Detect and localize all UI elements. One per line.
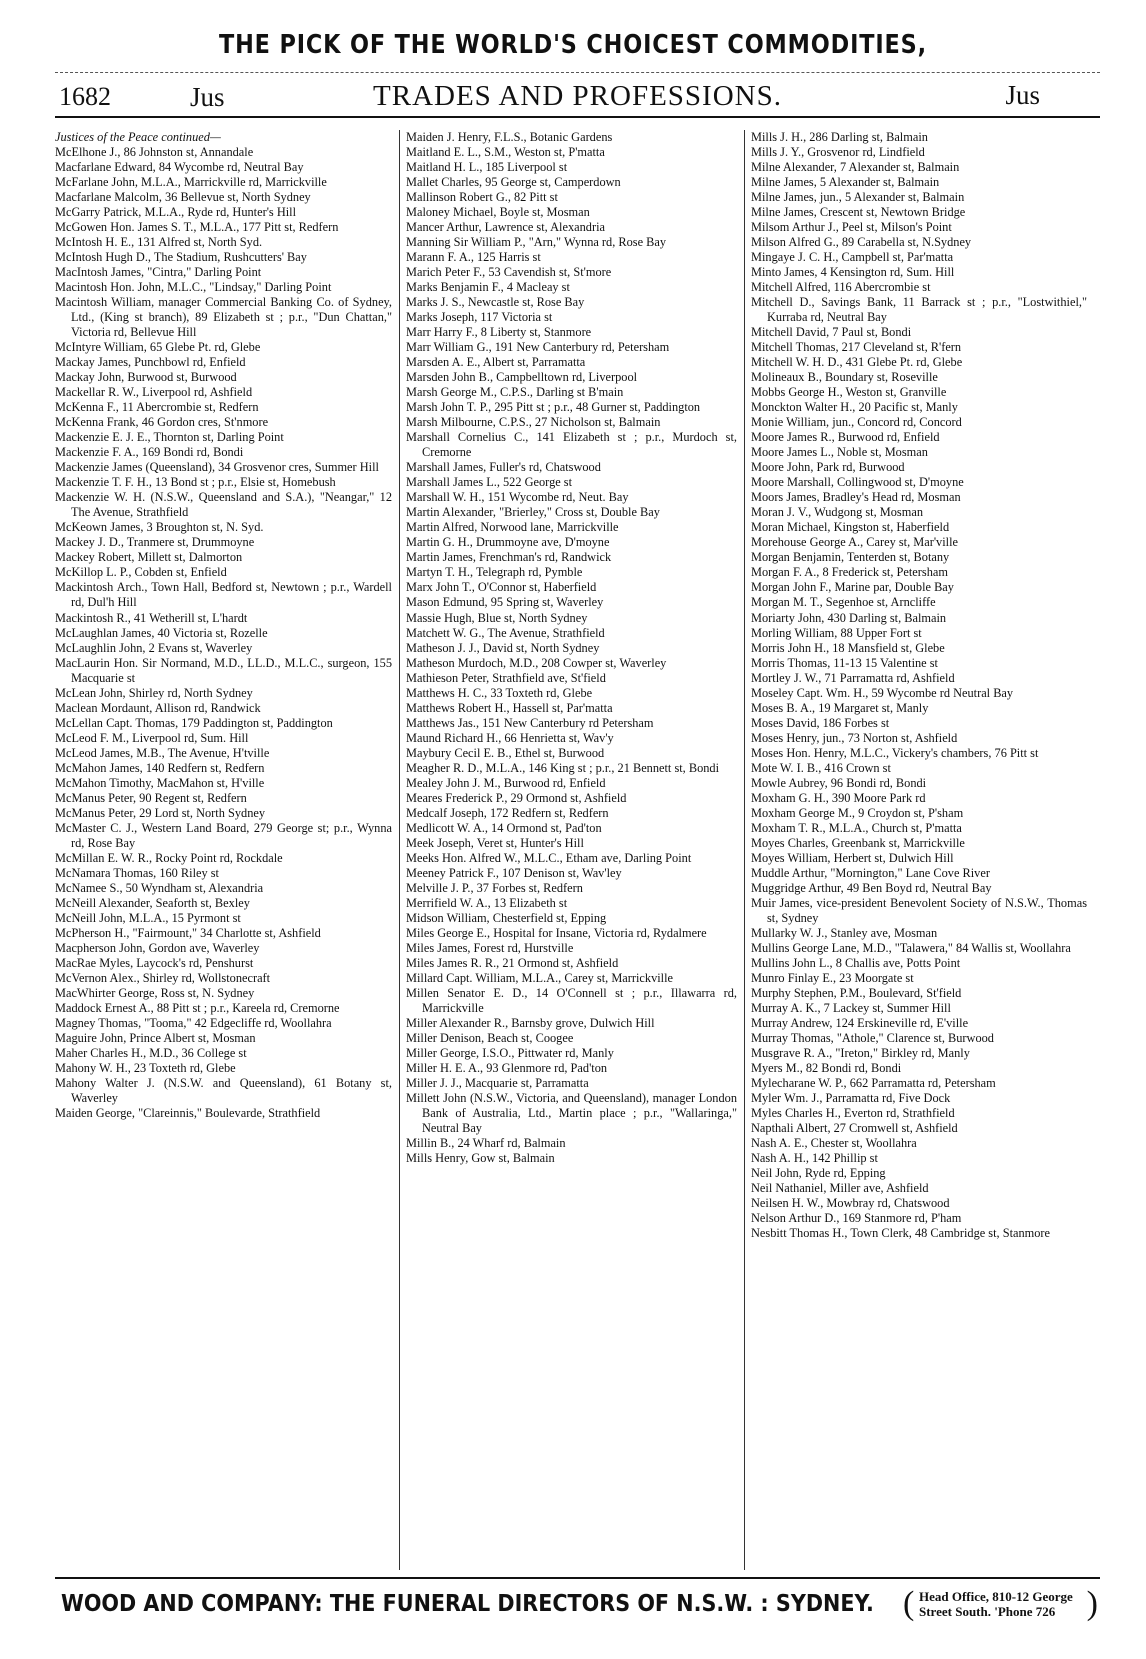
directory-entry: Miles James R. R., 21 Ormond st, Ashfield [406, 955, 619, 970]
directory-entry: Moses David, 186 Forbes st [751, 715, 890, 730]
directory-entry: Meek Joseph, Veret st, Hunter's Hill [406, 835, 584, 850]
directory-entry: Myles Charles H., Everton rd, Strathfield [751, 1106, 955, 1121]
directory-entry: Medlicott W. A., 14 Ormond st, Pad'ton [406, 820, 602, 835]
directory-entry: Mallinson Robert G., 82 Pitt st [406, 190, 558, 205]
directory-entry: Miller J. J., Macquarie st, Parramatta [406, 1075, 589, 1090]
directory-entry: Mitchell W. H. D., 431 Glebe Pt. rd, Glebe [751, 355, 963, 370]
directory-entry: Mason Edmund, 95 Spring st, Waverley [406, 595, 604, 610]
directory-entry: Mullarky W. J., Stanley ave, Mosman [751, 925, 938, 940]
directory-entry: Mackey J. D., Tranmere st, Drummoyne [55, 535, 255, 550]
directory-entry: McGowen Hon. James S. T., M.L.A., 177 Pitt st, Redfern [55, 220, 339, 235]
directory-entry: Nash A. E., Chester st, Woollahra [751, 1136, 917, 1151]
directory-entry: Mitchell D., Savings Bank, 11 Barrack st ; p.r., "Lostwithiel," Kurraba rd, Neutral Bay [751, 295, 1087, 325]
directory-entry: McLean John, Shirley rd, North Sydney [55, 685, 253, 700]
directory-entry: Nash A. H., 142 Phillip st [751, 1151, 878, 1166]
directory-entry: Miles James, Forest rd, Hurstville [406, 940, 574, 955]
directory-entry: McFarlane John, M.L.A., Marrickville rd, Marrickville [55, 175, 327, 190]
directory-entry: Marshall Cornelius C., 141 Elizabeth st ; p.r., Murdoch st, Cremorne [406, 430, 737, 460]
directory-entry: Matheson J. J., David st, North Sydney [406, 640, 600, 655]
directory-entry: Moxham G. H., 390 Moore Park rd [751, 790, 926, 805]
brace-right: ) [1086, 1585, 1098, 1622]
directory-entry: Neilsen H. W., Mowbray rd, Chatswood [751, 1196, 950, 1211]
directory-entry: Macintosh Hon. John, M.L.C., "Lindsay," Darling Point [55, 280, 332, 295]
directory-entry: Manning Sir William P., "Arn," Wynna rd, Rose Bay [406, 235, 667, 250]
directory-entry: Muddle Arthur, "Mornington," Lane Cove River [751, 865, 990, 880]
directory-entry: Maitland H. L., 185 Liverpool st [406, 160, 568, 175]
directory-entry: Maclean Mordaunt, Allison rd, Randwick [55, 700, 261, 715]
directory-entry: Moors James, Bradley's Head rd, Mosman [751, 490, 961, 505]
directory-entry: Mathieson Peter, Strathfield ave, St'field [406, 670, 606, 685]
directory-entry: Minto James, 4 Kensington rd, Sum. Hill [751, 265, 955, 280]
directory-entry: Macfarlane Malcolm, 36 Bellevue st, North Sydney [55, 190, 311, 205]
directory-entry: Munro Finlay E., 23 Moorgate st [751, 970, 914, 985]
directory-entry: Miller H. E. A., 93 Glenmore rd, Pad'ton [406, 1060, 608, 1075]
directory-entry: Meeks Hon. Alfred W., M.L.C., Etham ave, Darling Point [406, 850, 692, 865]
directory-entry: Mahony Walter J. (N.S.W. and Queensland), 61 Botany st, Waverley [55, 1075, 392, 1105]
directory-entry: Moses B. A., 19 Margaret st, Manly [751, 700, 929, 715]
directory-entry: Marr Harry F., 8 Liberty st, Stanmore [406, 325, 592, 340]
directory-entry: Murray Andrew, 124 Erskineville rd, E'ville [751, 1015, 969, 1030]
directory-entry: Moore Marshall, Collingwood st, D'moyne [751, 475, 964, 490]
directory-entry: Mullins John L., 8 Challis ave, Potts Point [751, 955, 961, 970]
directory-entry: Maybury Cecil E. B., Ethel st, Burwood [406, 745, 605, 760]
directory-entry: McVernon Alex., Shirley rd, Wollstonecraft [55, 970, 271, 985]
directory-entry: Mitchell Thomas, 217 Cleveland st, R'fern [751, 340, 962, 355]
key-word-left: Jus [190, 82, 225, 112]
directory-entry: Neil Nathaniel, Miller ave, Ashfield [751, 1181, 929, 1196]
directory-entry: Mylecharane W. P., 662 Parramatta rd, Petersham [751, 1075, 996, 1090]
directory-entry: Morris John H., 18 Mansfield st, Glebe [751, 640, 945, 655]
head-office-address [903, 1585, 1098, 1622]
directory-entry: Maguire John, Prince Albert st, Mosman [55, 1030, 256, 1045]
directory-entry: McManus Peter, 90 Regent st, Redfern [55, 790, 247, 805]
directory-entry: Marks J. S., Newcastle st, Rose Bay [406, 295, 585, 310]
directory-entry: Marsden John B., Campbelltown rd, Liverpool [406, 370, 638, 385]
directory-entry: Maddock Ernest A., 88 Pitt st ; p.r., Kareela rd, Cremorne [55, 1000, 340, 1015]
directory-entry: Martin James, Frenchman's rd, Randwick [406, 550, 612, 565]
directory-entry: McLeod James, M.B., The Avenue, H'tville [55, 745, 270, 760]
directory-entry: Mowle Aubrey, 96 Bondi rd, Bondi [751, 775, 927, 790]
section-title: TRADES AND PROFESSIONS. [373, 80, 782, 112]
directory-entry: Mortley J. W., 71 Parramatta rd, Ashfield [751, 670, 955, 685]
directory-entry: Mingaye J. C. H., Campbell st, Par'matta [751, 250, 954, 265]
directory-entry: Marsh John T. P., 295 Pitt st ; p.r., 48 Gurner st, Paddington [406, 400, 701, 415]
directory-entry: Marann F. A., 125 Harris st [406, 250, 541, 265]
directory-entry: Mills J. Y., Grosvenor rd, Lindfield [751, 145, 925, 160]
directory-entry: Mackenzie T. F. H., 13 Bond st ; p.r., Elsie st, Homebush [55, 475, 336, 490]
column-divider [744, 130, 745, 1570]
directory-entry: Monie William, jun., Concord rd, Concord [751, 415, 962, 430]
directory-entry: Merrifield W. A., 13 Elizabeth st [406, 895, 568, 910]
directory-entry: Mackenzie W. H. (N.S.W., Queensland and S.A.), "Neangar," 12 The Avenue, Strathfield [55, 490, 392, 520]
directory-entry: McLaughlan James, 40 Victoria st, Rozelle [55, 625, 268, 640]
column-2 [406, 130, 737, 1570]
directory-entry: McGarry Patrick, M.L.A., Ryde rd, Hunter's Hill [55, 205, 297, 220]
directory-entry: Matchett W. G., The Avenue, Strathfield [406, 625, 605, 640]
directory-entry: Marx John T., O'Connor st, Haberfield [406, 580, 597, 595]
directory-entry: Mobbs George H., Weston st, Granville [751, 385, 947, 400]
directory-entry: McIntyre William, 65 Glebe Pt. rd, Glebe [55, 340, 261, 355]
continuation-heading: Justices of the Peace continued— [55, 130, 221, 144]
directory-entry: McNamara Thomas, 160 Riley st [55, 865, 219, 880]
directory-entry: Morris Thomas, 11-13 15 Valentine st [751, 655, 938, 670]
brace-left: ( [903, 1585, 915, 1622]
directory-entry: McElhone J., 86 Johnston st, Annandale [55, 145, 254, 160]
advert-text: WOOD AND COMPANY: THE FUNERAL DIRECTORS OF N.S.W. : SYDNEY. [61, 1591, 874, 1617]
running-header [55, 80, 1100, 114]
address-line-1: Head Office, 810-12 George [919, 1589, 1073, 1604]
directory-entry: Moriarty John, 430 Darling st, Balmain [751, 610, 947, 625]
column-1 [55, 130, 392, 1570]
directory-entry: Massie Hugh, Blue st, North Sydney [406, 610, 588, 625]
directory-entry: McIntosh Hugh D., The Stadium, Rushcutters' Bay [55, 250, 307, 265]
directory-entry: Mackenzie F. A., 169 Bondi rd, Bondi [55, 445, 244, 460]
directory-entry: Mackey Robert, Millett st, Dalmorton [55, 550, 243, 565]
directory-entry: Moxham George M., 9 Croydon st, P'sham [751, 805, 964, 820]
directory-entry: Mancer Arthur, Lawrence st, Alexandria [406, 220, 605, 235]
directory-entry: MacIntosh James, "Cintra," Darling Point [55, 265, 262, 280]
directory-entry: Mackintosh Arch., Town Hall, Bedford st, Newtown ; p.r., Wardell rd, Dul'h Hill [55, 580, 392, 610]
directory-entry: Myler Wm. J., Parramatta rd, Five Dock [751, 1091, 951, 1105]
directory-entry: McLeod F. M., Liverpool rd, Sum. Hill [55, 730, 249, 745]
directory-entry: Moore John, Park rd, Burwood [751, 460, 905, 475]
directory-entry: Mitchell Alfred, 116 Abercrombie st [751, 280, 931, 295]
directory-entry: McNeill John, M.L.A., 15 Pyrmont st [55, 910, 241, 925]
directory-entry: Magney Thomas, "Tooma," 42 Edgecliffe rd, Woollahra [55, 1015, 332, 1030]
directory-entry: Mallet Charles, 95 George st, Camperdown [406, 175, 621, 190]
directory-entry: Morgan M. T., Segenhoe st, Arncliffe [751, 595, 936, 610]
directory-entry: Matthews H. C., 33 Toxteth rd, Glebe [406, 685, 593, 700]
directory-entry: Macintosh William, manager Commercial Banking Co. of Sydney, Ltd., (King st branch), 89 Elizabeth st ; p.r., "Dun Chattan," Victoria rd, Bellevue Hill [55, 295, 392, 340]
directory-entry: Marks Joseph, 117 Victoria st [406, 310, 553, 325]
directory-entry: Mills J. H., 286 Darling st, Balmain [751, 130, 928, 144]
directory-entry: Mackay James, Punchbowl rd, Enfield [55, 355, 246, 370]
directory-entry: Marsden A. E., Albert st, Parramatta [406, 355, 586, 370]
directory-entry: Mackellar R. W., Liverpool rd, Ashfield [55, 385, 253, 400]
directory-entry: Marshall W. H., 151 Wycombe rd, Neut. Bay [406, 490, 629, 505]
directory-entry: Mullins George Lane, M.D., "Talawera," 84 Wallis st, Woollahra [751, 940, 1071, 955]
directory-entry: Macpherson John, Gordon ave, Waverley [55, 940, 260, 955]
banner-headline: THE PICK OF THE WORLD'S CHOICEST COMMODITIES, [218, 30, 927, 60]
directory-entry: McMahon Timothy, MacMahon st, H'ville [55, 775, 265, 790]
directory-entry: Milson Alfred G., 89 Carabella st, N.Sydney [751, 235, 972, 250]
directory-entry: McMillan E. W. R., Rocky Point rd, Rockdale [55, 850, 283, 865]
key-word-right: Jus [1005, 80, 1040, 110]
directory-entry: Napthali Albert, 27 Cromwell st, Ashfield [751, 1121, 958, 1136]
directory-entry: McPherson H., "Fairmount," 34 Charlotte st, Ashfield [55, 925, 321, 940]
directory-entry: Maitland E. L., S.M., Weston st, P'matta [406, 145, 605, 160]
directory-entry: Moses Henry, jun., 73 Norton st, Ashfield [751, 730, 958, 745]
directory-entry: Matthews Jas., 151 New Canterbury rd Petersham [406, 715, 654, 730]
directory-entry: Neil John, Ryde rd, Epping [751, 1166, 886, 1181]
directory-entry: Moran Michael, Kingston st, Haberfield [751, 520, 950, 535]
directory-entry: Moore James L., Noble st, Mosman [751, 445, 928, 460]
directory-entry: Murray Thomas, "Athole," Clarence st, Burwood [751, 1030, 994, 1045]
directory-entry: Murray A. K., 7 Lackey st, Summer Hill [751, 1000, 951, 1015]
directory-entry: Martyn T. H., Telegraph rd, Pymble [406, 565, 583, 580]
directory-entry: Nesbitt Thomas H., Town Clerk, 48 Cambridge st, Stanmore [751, 1226, 1051, 1241]
directory-entry: Maloney Michael, Boyle st, Mosman [406, 205, 590, 220]
directory-entry: Matthews Robert H., Hassell st, Par'matta [406, 700, 613, 715]
directory-entry: Millen Senator E. D., 14 O'Connell st ; p.r., Illawarra rd, Marrickville [406, 985, 737, 1015]
directory-entry: Mealey John J. M., Burwood rd, Enfield [406, 775, 606, 790]
directory-entry: MacRae Myles, Laycock's rd, Penshurst [55, 955, 254, 970]
directory-entry: Miller George, I.S.O., Pittwater rd, Manly [406, 1045, 614, 1060]
directory-entry: McManus Peter, 29 Lord st, North Sydney [55, 805, 266, 820]
directory-entry: McKeown James, 3 Broughton st, N. Syd. [55, 520, 264, 535]
directory-entry: Mote W. I. B., 416 Crown st [751, 760, 891, 775]
directory-entry: Miller Alexander R., Barnsby grove, Dulwich Hill [406, 1015, 655, 1030]
directory-entry: Morgan John F., Marine par, Double Bay [751, 580, 954, 595]
directory-entry: McIntosh H. E., 131 Alfred st, North Syd. [55, 235, 263, 250]
directory-entry: Melville J. P., 37 Forbes st, Redfern [406, 880, 583, 895]
directory-entry: Milne James, 5 Alexander st, Balmain [751, 175, 940, 190]
directory-entry: Marsh Milbourne, C.P.S., 27 Nicholson st, Balmain [406, 415, 661, 430]
directory-entry: Mackenzie E. J. E., Thornton st, Darling Point [55, 430, 284, 445]
directory-entry: Mitchell David, 7 Paul st, Bondi [751, 325, 912, 340]
directory-entry: Midson William, Chesterfield st, Epping [406, 910, 607, 925]
footer-advert [55, 1587, 1100, 1627]
directory-entry: MacWhirter George, Ross st, N. Sydney [55, 985, 255, 1000]
directory-entry: Maiden J. Henry, F.L.S., Botanic Gardens [406, 130, 613, 144]
directory-entry: Maiden George, "Clareinnis," Boulevarde, Strathfield [55, 1106, 321, 1121]
directory-entry: McMaster C. J., Western Land Board, 279 George st; p.r., Wynna rd, Rose Bay [55, 820, 392, 850]
address-line-2: Street South. 'Phone 726 [919, 1604, 1056, 1619]
directory-entry: Martin Alfred, Norwood lane, Marrickville [406, 520, 619, 535]
directory-entry: Marshall James L., 522 George st [406, 475, 573, 490]
directory-entry: McNeill Alexander, Seaforth st, Bexley [55, 895, 250, 910]
directory-entry: Morehouse George A., Carey st, Mar'ville [751, 535, 958, 550]
directory-entry: Muggridge Arthur, 49 Ben Boyd rd, Neutral Bay [751, 880, 992, 895]
directory-entry: Marshall James, Fuller's rd, Chatswood [406, 460, 601, 475]
column-divider [399, 130, 400, 1570]
directory-entry: Muir James, vice-president Benevolent Society of N.S.W., Thomas st, Sydney [751, 895, 1087, 925]
directory-entry: Mackay John, Burwood st, Burwood [55, 370, 237, 385]
directory-entry: Murphy Stephen, P.M., Boulevard, St'field [751, 985, 962, 1000]
directory-entry: Milne James, jun., 5 Alexander st, Balmain [751, 190, 965, 205]
top-rule [55, 72, 1100, 73]
directory-entry: Miles George E., Hospital for Insane, Victoria rd, Rydalmere [406, 925, 707, 940]
directory-entry: Mackenzie James (Queensland), 34 Grosvenor cres, Summer Hill [55, 460, 379, 475]
directory-entry: MacLaurin Hon. Sir Normand, M.D., LL.D., M.L.C., surgeon, 155 Macquarie st [55, 655, 392, 685]
directory-entry: Mackintosh R., 41 Wetherill st, L'hardt [55, 610, 248, 625]
directory-entry: Moyes Charles, Greenbank st, Marrickville [751, 835, 965, 850]
directory-entry: Morgan F. A., 8 Frederick st, Petersham [751, 565, 948, 580]
directory-entry: Macfarlane Edward, 84 Wycombe rd, Neutral Bay [55, 160, 304, 175]
page-number: 1682 [59, 82, 111, 111]
column-3 [751, 130, 1087, 1570]
directory-entry: Meagher R. D., M.L.A., 146 King st ; p.r., 21 Bennett st, Bondi [406, 760, 720, 775]
directory-entry: Monckton Walter H., 20 Pacific st, Manly [751, 400, 958, 415]
directory-entry: Marich Peter F., 53 Cavendish st, St'more [406, 265, 612, 280]
directory-entry: Meeney Patrick F., 107 Denison st, Wav'ley [406, 865, 622, 880]
directory-entry: Meares Frederick P., 29 Ormond st, Ashfield [406, 790, 627, 805]
directory-entry: McKenna F., 11 Abercrombie st, Redfern [55, 400, 259, 415]
directory-entry: Nelson Arthur D., 169 Stanmore rd, P'ham [751, 1211, 962, 1226]
directory-entry: Medcalf Joseph, 172 Redfern st, Redfern [406, 805, 609, 820]
directory-entry: Martin G. H., Drummoyne ave, D'moyne [406, 535, 610, 550]
directory-entry: McNamee S., 50 Wyndham st, Alexandria [55, 880, 264, 895]
header-rule [55, 116, 1100, 118]
directory-entry: Moxham T. R., M.L.A., Church st, P'matta [751, 820, 962, 835]
directory-entry: McMahon James, 140 Redfern st, Redfern [55, 760, 265, 775]
directory-entry: McKillop L. P., Cobden st, Enfield [55, 565, 227, 580]
directory-entry: Moses Hon. Henry, M.L.C., Vickery's chambers, 76 Pitt st [751, 745, 1039, 760]
directory-entry: Molineaux B., Boundary st, Roseville [751, 370, 938, 385]
directory-entry: Marsh George M., C.P.S., Darling st B'main [406, 385, 624, 400]
directory-entry: Morling William, 88 Upper Fort st [751, 625, 922, 640]
directory-entry: McKenna Frank, 46 Gordon cres, St'nmore [55, 415, 269, 430]
footer-rule [55, 1577, 1100, 1579]
directory-entry: Myers M., 82 Bondi rd, Bondi [751, 1060, 902, 1075]
directory-entry: Moyes William, Herbert st, Dulwich Hill [751, 850, 954, 865]
directory-entry: Mills Henry, Gow st, Balmain [406, 1151, 555, 1166]
directory-entry: Morgan Benjamin, Tenterden st, Botany [751, 550, 950, 565]
directory-entry: Milsom Arthur J., Peel st, Milson's Point [751, 220, 952, 235]
directory-entry: Moran J. V., Wudgong st, Mosman [751, 505, 923, 520]
directory-entry: Milne Alexander, 7 Alexander st, Balmain [751, 160, 960, 175]
directory-entry: Maher Charles H., M.D., 36 College st [55, 1045, 247, 1060]
directory-entry: Millard Capt. William, M.L.A., Carey st, Marrickville [406, 970, 674, 985]
directory-entry: Millin B., 24 Wharf rd, Balmain [406, 1136, 566, 1151]
directory-entry: McLaughlin John, 2 Evans st, Waverley [55, 640, 253, 655]
directory-entry: McLellan Capt. Thomas, 179 Paddington st, Paddington [55, 715, 333, 730]
directory-entry: Moore James R., Burwood rd, Enfield [751, 430, 940, 445]
directory-entry: Matheson Murdoch, M.D., 208 Cowper st, Waverley [406, 655, 667, 670]
directory-entry: Marks Benjamin F., 4 Macleay st [406, 280, 570, 295]
directory-entry: Maund Richard H., 66 Henrietta st, Wav'y [406, 730, 614, 745]
directory-entry: Moseley Capt. Wm. H., 59 Wycombe rd Neutral Bay [751, 685, 1014, 700]
directory-entry: Martin Alexander, "Brierley," Cross st, Double Bay [406, 505, 660, 520]
directory-entry: Millett John (N.S.W., Victoria, and Queensland), manager London Bank of Australia, Ltd., Martin place ; p.r., "Wallaringa," Neutral Bay [406, 1091, 737, 1136]
directory-entry: Miller Denison, Beach st, Coogee [406, 1030, 574, 1045]
directory-entry: Milne James, Crescent st, Newtown Bridge [751, 205, 966, 220]
directory-entry: Mahony W. H., 23 Toxteth rd, Glebe [55, 1060, 236, 1075]
directory-entry: Marr William G., 191 New Canterbury rd, Petersham [406, 340, 670, 355]
directory-entry: Musgrave R. A., "Ireton," Birkley rd, Manly [751, 1045, 970, 1060]
